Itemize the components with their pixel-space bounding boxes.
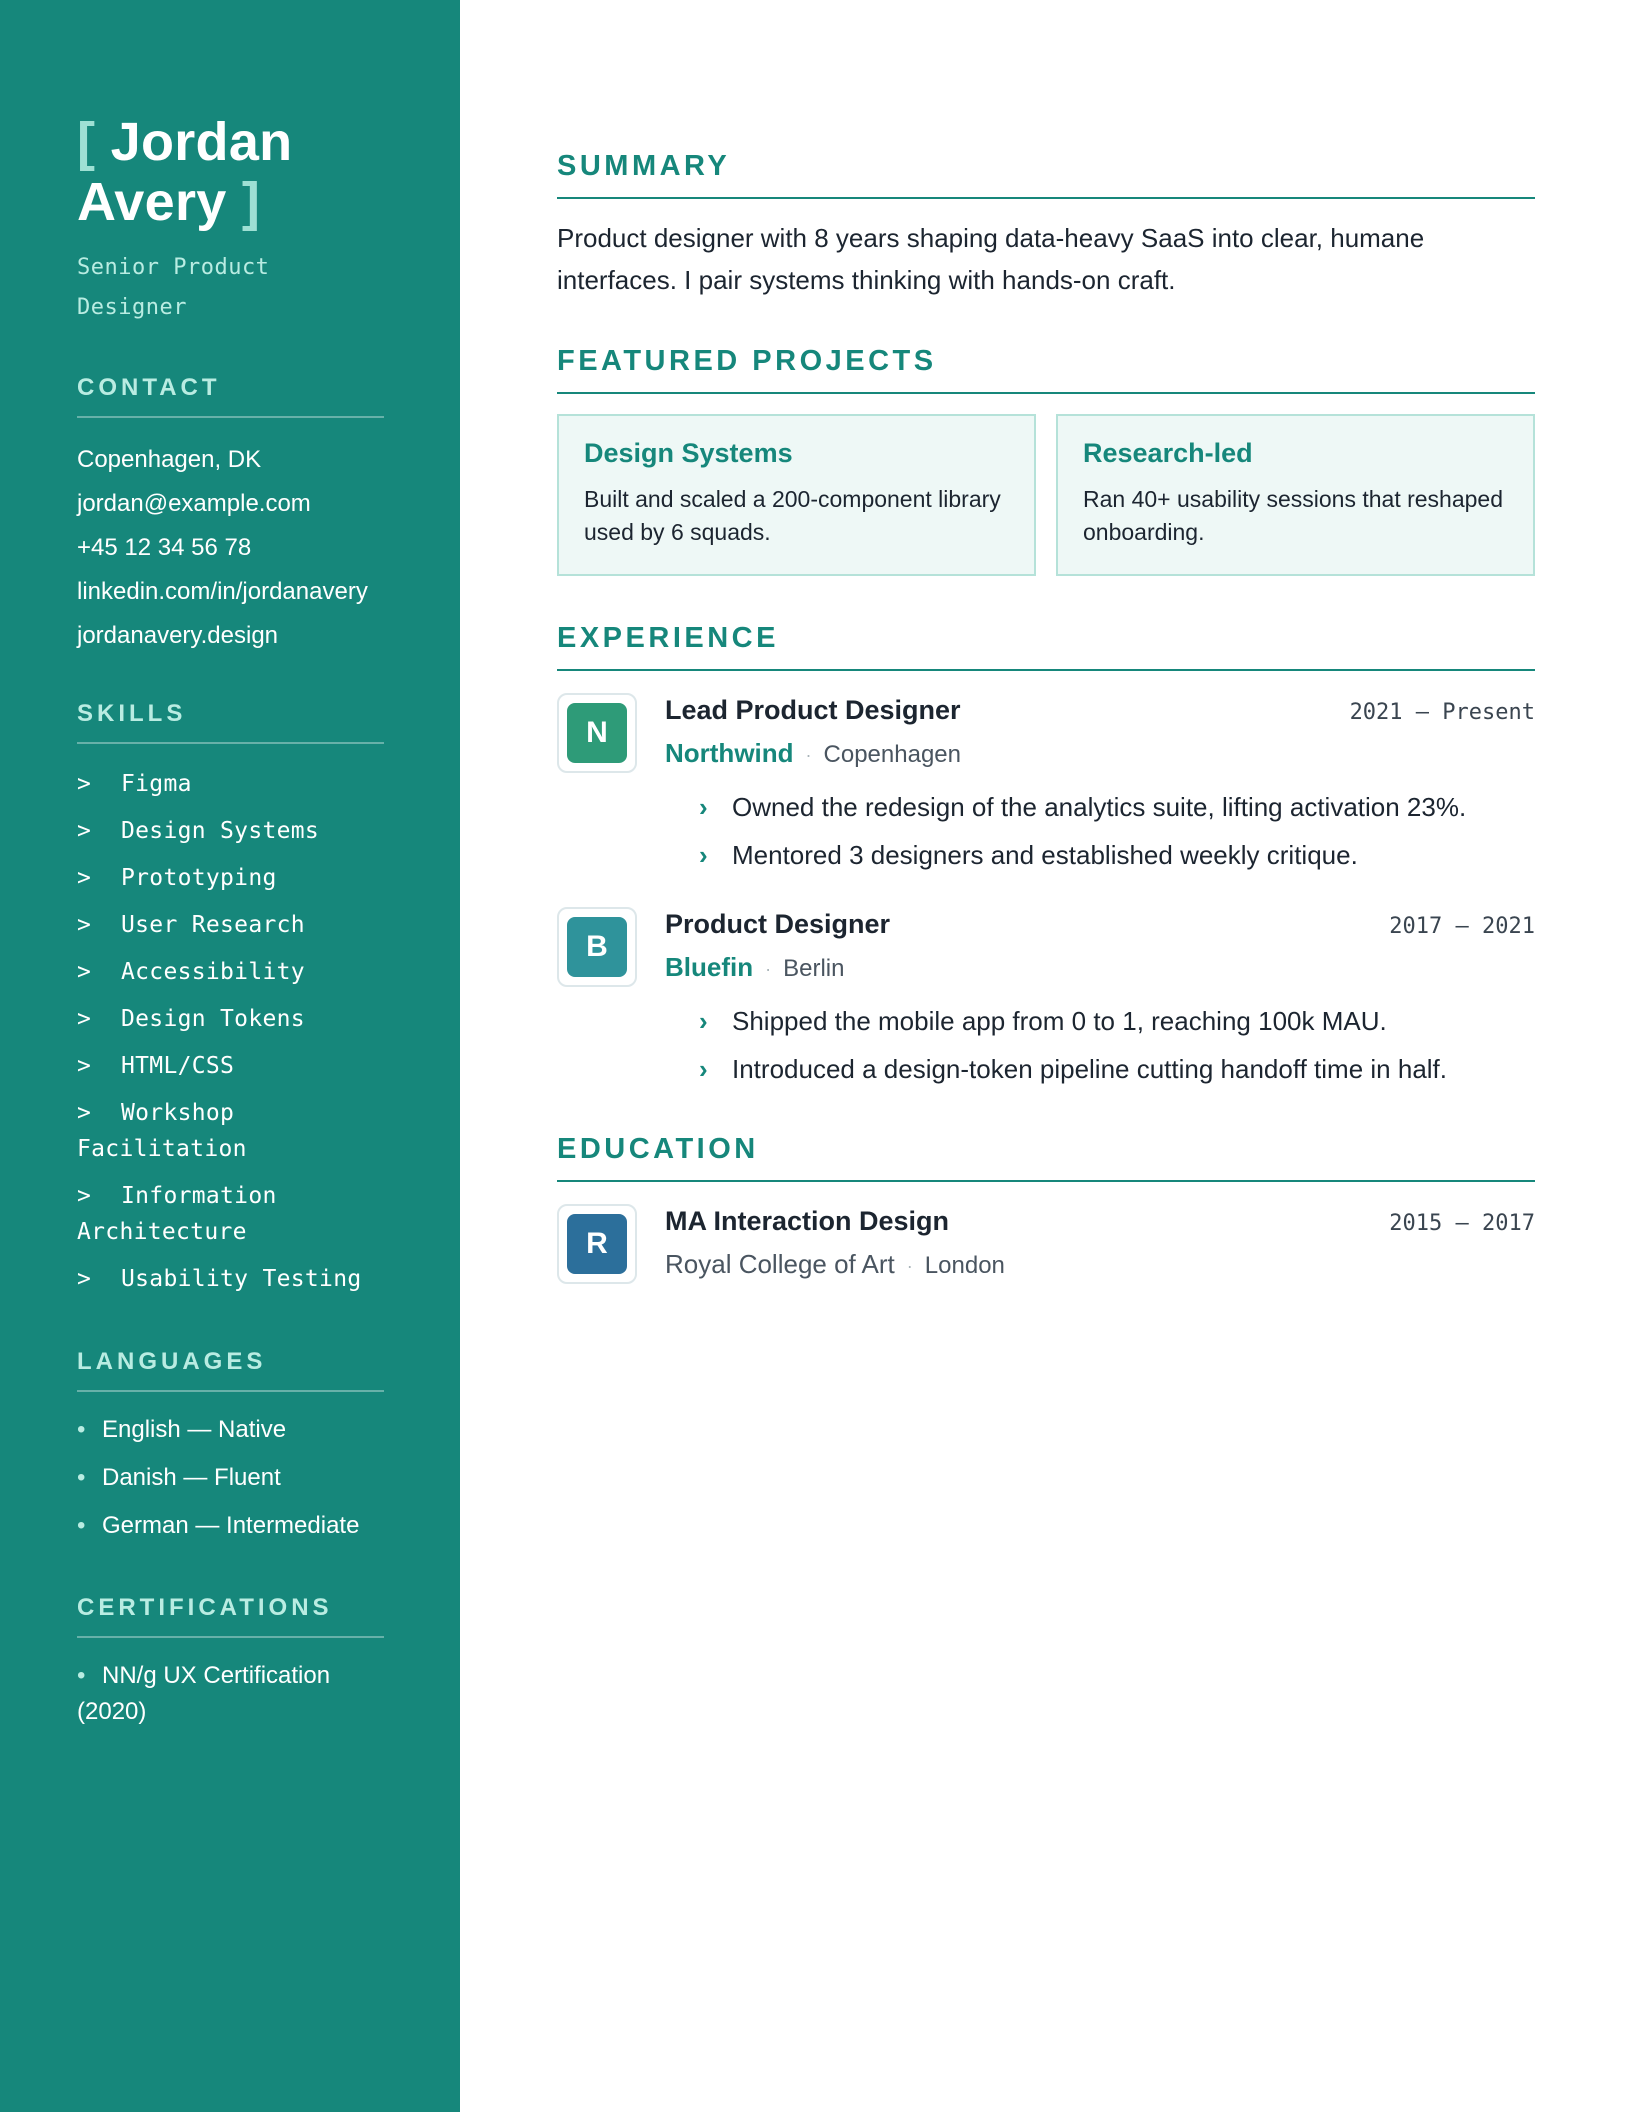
entry-body — [665, 1206, 1535, 1284]
skill-item — [77, 813, 384, 860]
education-list — [557, 1206, 1535, 1284]
chevron-right-icon: > — [77, 865, 92, 891]
skill-label: Usability Testing — [121, 1266, 362, 1292]
experience-section — [557, 622, 1535, 1093]
bullet-icon: • — [77, 1464, 86, 1491]
organization-name: Northwind — [665, 738, 794, 768]
entry-title: Lead Product Designer — [665, 695, 961, 725]
skill-item — [77, 766, 384, 813]
contact-linkedin[interactable]: linkedin.com/in/jordanavery — [77, 578, 368, 605]
name-bracket-close: ] — [241, 172, 261, 232]
skill-label: Accessibility — [121, 959, 305, 985]
entry-organization — [665, 738, 1535, 769]
name-bracket-open: [ — [77, 112, 96, 172]
skills-section — [77, 700, 384, 1308]
company-logo — [557, 907, 637, 987]
experience-entry — [557, 909, 1535, 1093]
project-card — [1056, 414, 1535, 576]
skill-label: Prototyping — [121, 865, 277, 891]
bullet-icon: • — [77, 1662, 86, 1689]
language-item-label: English — Native — [102, 1416, 287, 1443]
certification-item-label: NN/g UX Certification (2020) — [77, 1662, 331, 1725]
chevron-right-icon: > — [77, 959, 92, 985]
education-section — [557, 1133, 1535, 1284]
entry-title: MA Interaction Design — [665, 1206, 950, 1236]
contact-location: Copenhagen, DK — [77, 446, 262, 473]
achievement-text: Introduced a design-token pipeline cutting handoff time in half. — [732, 1054, 1447, 1084]
chevron-right-icon: > — [77, 1183, 92, 1209]
organization-location: Berlin — [783, 955, 845, 982]
skill-label: Design Systems — [121, 818, 320, 844]
project-card — [557, 414, 1036, 576]
contact-heading: CONTACT — [77, 374, 384, 418]
skill-label: Workshop Facilitation — [77, 1100, 247, 1162]
skill-item — [77, 1048, 384, 1095]
chevron-right-icon: > — [77, 1266, 92, 1292]
chevron-right-icon: > — [77, 818, 92, 844]
separator-dot: · — [805, 744, 812, 765]
company-logo-letter: N — [567, 703, 627, 763]
bullet-icon: • — [77, 1512, 86, 1539]
certifications-list — [77, 1658, 384, 1742]
summary-section — [557, 150, 1535, 301]
chevron-right-icon: > — [77, 912, 92, 938]
achievement-item — [699, 1045, 1535, 1093]
company-logo-letter: R — [567, 1214, 627, 1274]
contact-website[interactable]: jordanavery.design — [77, 622, 279, 649]
skills-heading: SKILLS — [77, 700, 384, 744]
first-name: Jordan — [110, 112, 293, 172]
achievement-text: Mentored 3 designers and established weekly critique. — [732, 840, 1358, 870]
chevron-right-icon: › — [699, 1006, 708, 1036]
experience-heading: EXPERIENCE — [557, 622, 1535, 671]
chevron-right-icon: › — [699, 792, 708, 822]
candidate-name — [77, 112, 384, 232]
entry-header — [665, 1206, 1535, 1237]
achievement-text: Owned the redesign of the analytics suite, lifting activation 23%. — [732, 792, 1467, 822]
language-item — [77, 1412, 384, 1460]
achievement-item — [699, 997, 1535, 1045]
skills-list — [77, 766, 384, 1308]
entry-dates: 2017 — 2021 — [1389, 914, 1535, 939]
projects-section — [557, 345, 1535, 576]
project-title: Design Systems — [584, 438, 793, 468]
contact-section — [77, 374, 384, 658]
summary-text: Product designer with 8 years shaping data-heavy SaaS into clear, humane interfaces. I pair systems thinking with hands-on craft. — [557, 223, 1425, 295]
skill-label: Information Architecture — [77, 1183, 277, 1245]
project-description: Built and scaled a 200-component library used by 6 squads. — [584, 486, 1001, 545]
entry-body — [665, 909, 1535, 1093]
education-entry — [557, 1206, 1535, 1284]
bullet-icon: • — [77, 1416, 86, 1443]
education-heading: EDUCATION — [557, 1133, 1535, 1182]
project-title: Research-led — [1083, 438, 1253, 468]
language-item — [77, 1508, 384, 1556]
separator-dot: · — [765, 958, 772, 979]
skill-label: HTML/CSS — [121, 1053, 235, 1079]
skill-label: Figma — [121, 771, 192, 797]
chevron-right-icon: > — [77, 1100, 92, 1126]
contact-list — [77, 438, 384, 658]
projects-heading: FEATURED PROJECTS — [557, 345, 1535, 394]
experience-entry — [557, 695, 1535, 879]
chevron-right-icon: > — [77, 1053, 92, 1079]
chevron-right-icon: > — [77, 771, 92, 797]
candidate-role: Senior Product Designer — [77, 255, 270, 320]
entry-dates: 2015 — 2017 — [1389, 1211, 1535, 1236]
skill-item — [77, 1178, 384, 1261]
chevron-right-icon: › — [699, 840, 708, 870]
skill-label: Design Tokens — [121, 1006, 305, 1032]
company-logo-letter: B — [567, 917, 627, 977]
project-description: Ran 40+ usability sessions that reshaped onboarding. — [1083, 486, 1504, 545]
language-item-label: German — Intermediate — [102, 1512, 360, 1539]
skill-item — [77, 860, 384, 907]
language-item — [77, 1460, 384, 1508]
skill-item — [77, 907, 384, 954]
achievement-item — [699, 831, 1535, 879]
languages-section — [77, 1348, 384, 1556]
contact-phone[interactable]: +45 12 34 56 78 — [77, 534, 252, 561]
skill-item — [77, 1001, 384, 1048]
certifications-heading: CERTIFICATIONS — [77, 1594, 384, 1638]
language-item-label: Danish — Fluent — [102, 1464, 281, 1491]
contact-email[interactable]: jordan@example.com — [77, 490, 311, 517]
company-logo — [557, 693, 637, 773]
chevron-right-icon: › — [699, 1054, 708, 1084]
sidebar — [0, 0, 460, 2112]
entry-dates: 2021 — Present — [1349, 700, 1535, 725]
entry-body — [665, 695, 1535, 879]
achievement-list — [699, 997, 1535, 1093]
languages-list — [77, 1412, 384, 1556]
entry-title: Product Designer — [665, 909, 891, 939]
chevron-right-icon: > — [77, 1006, 92, 1032]
entry-organization — [665, 1249, 1535, 1280]
main-content — [557, 150, 1535, 1284]
organization-location: Copenhagen — [823, 741, 961, 768]
achievement-text: Shipped the mobile app from 0 to 1, reaching 100k MAU. — [732, 1006, 1387, 1036]
achievement-item — [699, 783, 1535, 831]
certification-item — [77, 1658, 384, 1742]
organization-name: Bluefin — [665, 952, 754, 982]
last-name: Avery — [77, 172, 227, 232]
organization-location: London — [924, 1252, 1005, 1279]
skill-item — [77, 1261, 384, 1308]
summary-heading: SUMMARY — [557, 150, 1535, 199]
entry-header — [665, 695, 1535, 726]
skill-item — [77, 1095, 384, 1178]
entry-header — [665, 909, 1535, 940]
experience-list — [557, 695, 1535, 1093]
projects-grid — [557, 414, 1535, 576]
achievement-list — [699, 783, 1535, 879]
skill-item — [77, 954, 384, 1001]
separator-dot: · — [906, 1255, 913, 1276]
skill-label: User Research — [121, 912, 305, 938]
entry-organization — [665, 952, 1535, 983]
certifications-section — [77, 1594, 384, 1742]
company-logo — [557, 1204, 637, 1284]
languages-heading: LANGUAGES — [77, 1348, 384, 1392]
organization-name: Royal College of Art — [665, 1249, 895, 1279]
